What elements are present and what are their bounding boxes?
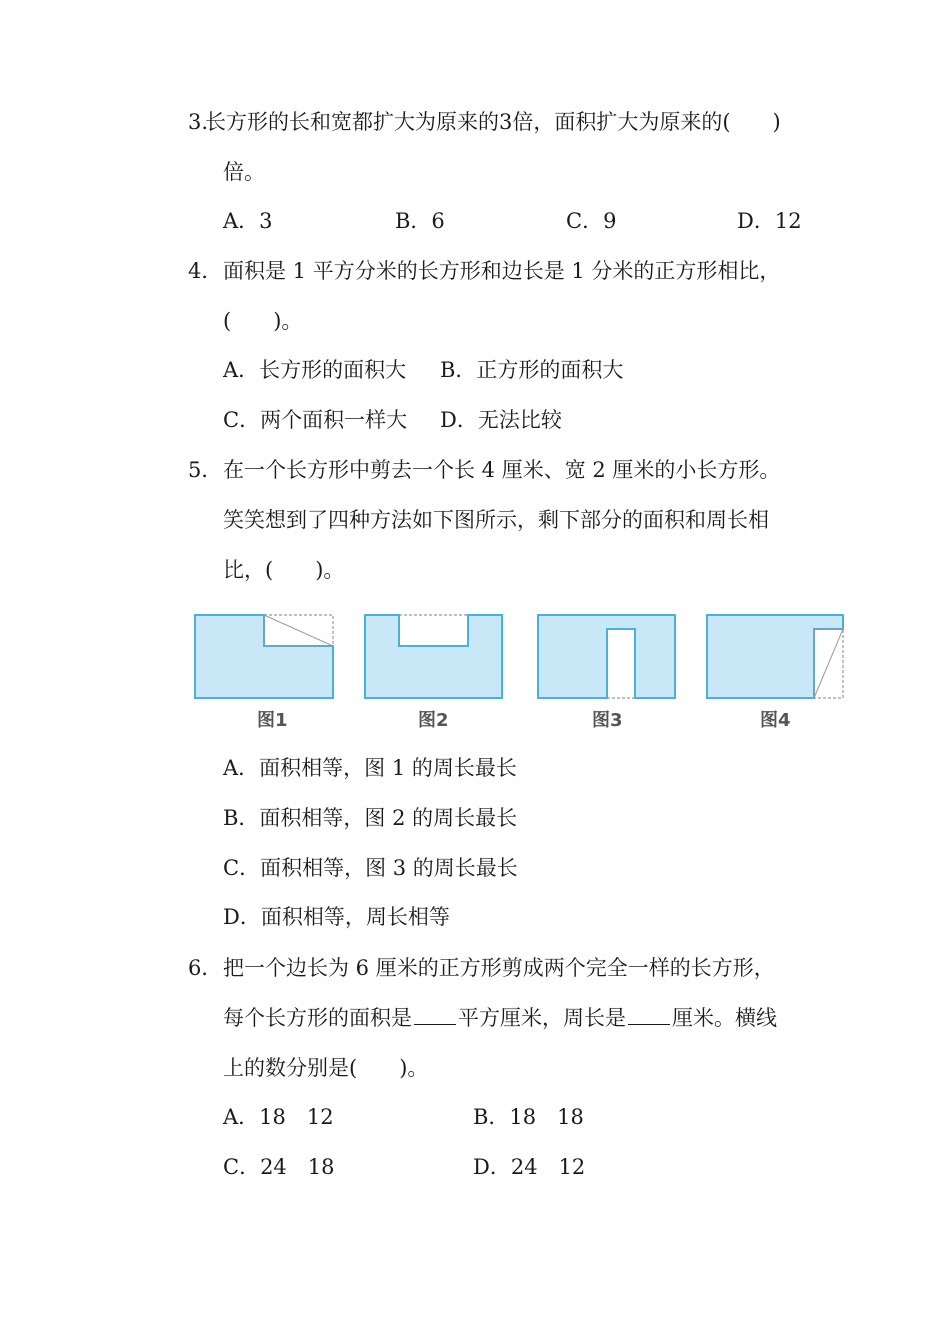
q5-option-d: D．面积相等，周长相等 bbox=[223, 905, 450, 929]
figure-4-shape bbox=[707, 615, 843, 698]
q4-option-b: B．正方形的面积大 bbox=[440, 358, 624, 382]
q6-stem-line1: 把一个边长为 6 厘米的正方形剪成两个完全一样的长方形， bbox=[223, 956, 775, 980]
q3-option-d: D．12 bbox=[737, 209, 802, 233]
q5-number: 5． bbox=[188, 458, 223, 482]
q5-option-a: A．面积相等，图 1 的周长最长 bbox=[223, 756, 517, 780]
q6-option-c: C．24 18 bbox=[223, 1155, 335, 1179]
figure-2-label: 图2 bbox=[418, 710, 449, 731]
q6-stem-line2-part1: 每个长方形的面积是 bbox=[223, 1006, 412, 1030]
q6-option-b: B．18 18 bbox=[473, 1105, 584, 1129]
q6-option-d: D．24 12 bbox=[473, 1155, 586, 1179]
figure-2-shape bbox=[365, 615, 502, 698]
q4-stem-line1: 面积是 1 平方分米的长方形和边长是 1 分米的正方形相比， bbox=[223, 259, 781, 283]
q4-option-c: C．两个面积一样大 bbox=[223, 408, 408, 432]
figure-1-label: 图1 bbox=[257, 710, 288, 731]
q4-option-d: D．无法比较 bbox=[440, 408, 562, 432]
figure-3-shape bbox=[538, 615, 675, 698]
q5-stem-line3: 比，( )。 bbox=[223, 558, 345, 582]
q5-stem-line1: 在一个长方形中剪去一个长 4 厘米、宽 2 厘米的小长方形。 bbox=[223, 458, 781, 482]
q6-stem-line2-part2: 平方厘米，周长是 bbox=[458, 1006, 626, 1030]
q6-option-a: A．18 12 bbox=[223, 1105, 334, 1129]
q3-option-a: A．3 bbox=[223, 209, 273, 233]
q5-option-c: C．面积相等，图 3 的周长最长 bbox=[223, 856, 518, 880]
q6-stem-line3: 上的数分别是( )。 bbox=[223, 1056, 429, 1080]
q3-option-b: B．6 bbox=[395, 209, 445, 233]
q4-number: 4． bbox=[188, 259, 223, 283]
q5-option-b: B．面积相等，图 2 的周长最长 bbox=[223, 806, 518, 830]
q5-stem-line2: 笑笑想到了四种方法如下图所示，剩下部分的面积和周长相 bbox=[223, 508, 769, 532]
q5-figures bbox=[194, 614, 854, 731]
q6-stem-line2 bbox=[223, 1004, 777, 1032]
q5-figures-svg bbox=[194, 614, 854, 706]
figure-3-label: 图3 bbox=[592, 710, 623, 731]
q4-option-a: A．长方形的面积大 bbox=[223, 358, 407, 382]
q6-stem-line2-part3: 厘米。横线 bbox=[672, 1006, 777, 1030]
q6-perimeter-blank[interactable] bbox=[628, 1004, 670, 1025]
q6-number: 6． bbox=[188, 956, 223, 980]
figure-1-shape bbox=[195, 615, 333, 698]
figure-4-label: 图4 bbox=[760, 710, 791, 731]
q3-stem-line2: 倍。 bbox=[223, 160, 265, 184]
q3-option-c: C．9 bbox=[566, 209, 617, 233]
q3-stem-line1: 长方形的长和宽都扩大为原来的3倍，面积扩大为原来的( ) bbox=[205, 110, 781, 134]
q4-stem-line2: ( )。 bbox=[223, 309, 303, 333]
q6-area-blank[interactable] bbox=[414, 1004, 456, 1025]
q3-number: 3. bbox=[188, 110, 209, 134]
